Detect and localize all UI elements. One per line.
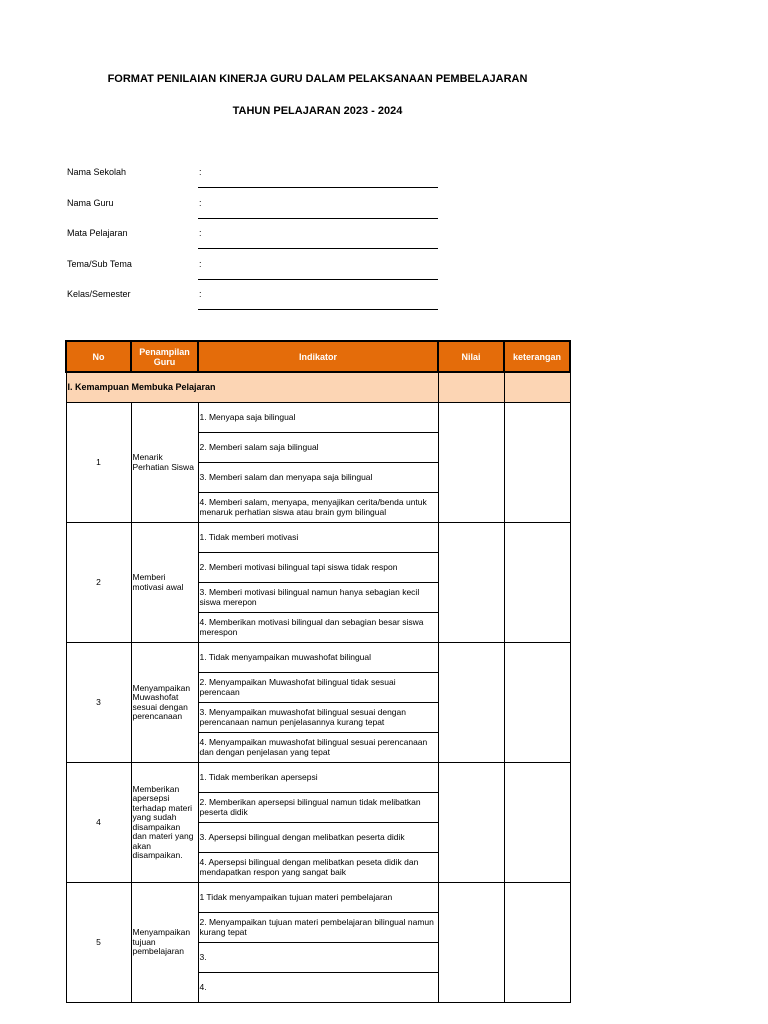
indicator-cell: 1. Tidak menyampaikan muwashofat bilingual — [198, 643, 438, 673]
field-input-line[interactable] — [198, 279, 438, 280]
indicator-row — [66, 403, 570, 433]
indicator-cell: 2. Menyampaikan tujuan materi pembelajaran bilingual namun kurang tepat — [198, 913, 438, 943]
item-number: 3 — [66, 643, 131, 763]
indicator-cell: 1. Tidak memberikan apersepsi — [198, 763, 438, 793]
item-penampilan: Menyampaikan Muwashofat sesuai dengan perencanaan — [131, 643, 198, 763]
header-no: No — [66, 341, 131, 372]
indicator-cell: 3. Menyampaikan muwashofat bilingual sesuai dengan perencanaan namun penjelasannya kurang tepat — [198, 703, 438, 733]
assessment-table — [65, 340, 571, 1003]
item-penampilan: Memberikan apersepsi terhadap materi yang sudah disampaikan dan materi yang akan disampaikan. — [131, 763, 198, 883]
section-nilai-cell[interactable] — [438, 372, 504, 403]
section-row — [66, 372, 570, 403]
header-keterangan: keterangan — [504, 341, 570, 372]
indicator-cell: 4. — [198, 973, 438, 1003]
indicator-cell: 4. Memberikan motivasi bilingual dan sebagian besar siswa merespon — [198, 613, 438, 643]
field-input-line[interactable] — [198, 218, 438, 219]
indicator-row — [66, 523, 570, 553]
section-title: I. Kemampuan Membuka Pelajaran — [66, 372, 438, 403]
header-penampilan: Penampilan Guru — [131, 341, 198, 372]
indicator-cell: 3. — [198, 943, 438, 973]
academic-year: TAHUN PELAJARAN 2023 - 2024 — [232, 105, 403, 117]
indicator-cell: 4. Apersepsi bilingual dengan melibatkan peseta didik dan mendapatkan respon yang sangat baik — [198, 853, 438, 883]
keterangan-cell[interactable] — [504, 643, 570, 763]
item-penampilan: Menarik Perhatian Siswa — [131, 403, 198, 523]
keterangan-cell[interactable] — [504, 883, 570, 1003]
indicator-row — [66, 763, 570, 793]
indicator-row — [66, 883, 570, 913]
field-label: Nama Guru — [67, 198, 114, 208]
field-colon: : — [199, 167, 202, 177]
item-number: 2 — [66, 523, 131, 643]
indicator-cell: 2. Memberi motivasi bilingual tapi siswa tidak respon — [198, 553, 438, 583]
indicator-cell: 1 Tidak menyampaikan tujuan materi pembelajaran — [198, 883, 438, 913]
field-label: Mata Pelajaran — [67, 228, 128, 238]
nilai-cell[interactable] — [438, 883, 504, 1003]
indicator-cell: 1. Tidak memberi motivasi — [198, 523, 438, 553]
indicator-cell: 4. Menyampaikan muwashofat bilingual sesuai perencanaan dan dengan penjelasan yang tepat — [198, 733, 438, 763]
table-header-row — [66, 341, 570, 372]
indicator-cell: 1. Menyapa saja bilingual — [198, 403, 438, 433]
indicator-cell: 3. Memberi salam dan menyapa saja bilingual — [198, 463, 438, 493]
field-label: Kelas/Semester — [67, 289, 131, 299]
indicator-cell: 3. Apersepsi bilingual dengan melibatkan peserta didik — [198, 823, 438, 853]
field-label: Nama Sekolah — [67, 167, 127, 177]
indicator-cell: 2. Menyampaikan Muwashofat bilingual tidak sesuai perencaan — [198, 673, 438, 703]
field-input-line[interactable] — [198, 187, 438, 188]
field-input-line[interactable] — [198, 309, 438, 310]
keterangan-cell[interactable] — [504, 403, 570, 523]
item-number: 4 — [66, 763, 131, 883]
field-colon: : — [199, 259, 202, 269]
indicator-row — [66, 643, 570, 673]
nilai-cell[interactable] — [438, 403, 504, 523]
keterangan-cell[interactable] — [504, 763, 570, 883]
keterangan-cell[interactable] — [504, 523, 570, 643]
item-penampilan: Memberi motivasi awal — [131, 523, 198, 643]
field-colon: : — [199, 228, 202, 238]
indicator-cell: 2. Memberi salam saja bilingual — [198, 433, 438, 463]
nilai-cell[interactable] — [438, 763, 504, 883]
item-penampilan: Menyampaikan tujuan pembelajaran — [131, 883, 198, 1003]
indicator-cell: 3. Memberi motivasi bilingual namun hanya sebagian kecil siswa merepon — [198, 583, 438, 613]
indicator-cell: 4. Memberi salam, menyapa, menyajikan cerita/benda untuk menaruk perhatian siswa atau brain gym bilingual — [198, 493, 438, 523]
document-title: FORMAT PENILAIAN KINERJA GURU DALAM PELAKSANAAN PEMBELAJARAN — [107, 73, 528, 85]
nilai-cell[interactable] — [438, 643, 504, 763]
item-number: 5 — [66, 883, 131, 1003]
field-input-line[interactable] — [198, 248, 438, 249]
field-colon: : — [199, 198, 202, 208]
item-number: 1 — [66, 403, 131, 523]
header-indikator: Indikator — [198, 341, 438, 372]
section-keterangan-cell[interactable] — [504, 372, 570, 403]
header-nilai: Nilai — [438, 341, 504, 372]
nilai-cell[interactable] — [438, 523, 504, 643]
field-label: Tema/Sub Tema — [67, 259, 132, 269]
field-colon: : — [199, 289, 202, 299]
indicator-cell: 2. Memberikan apersepsi bilingual namun tidak melibatkan peserta didik — [198, 793, 438, 823]
